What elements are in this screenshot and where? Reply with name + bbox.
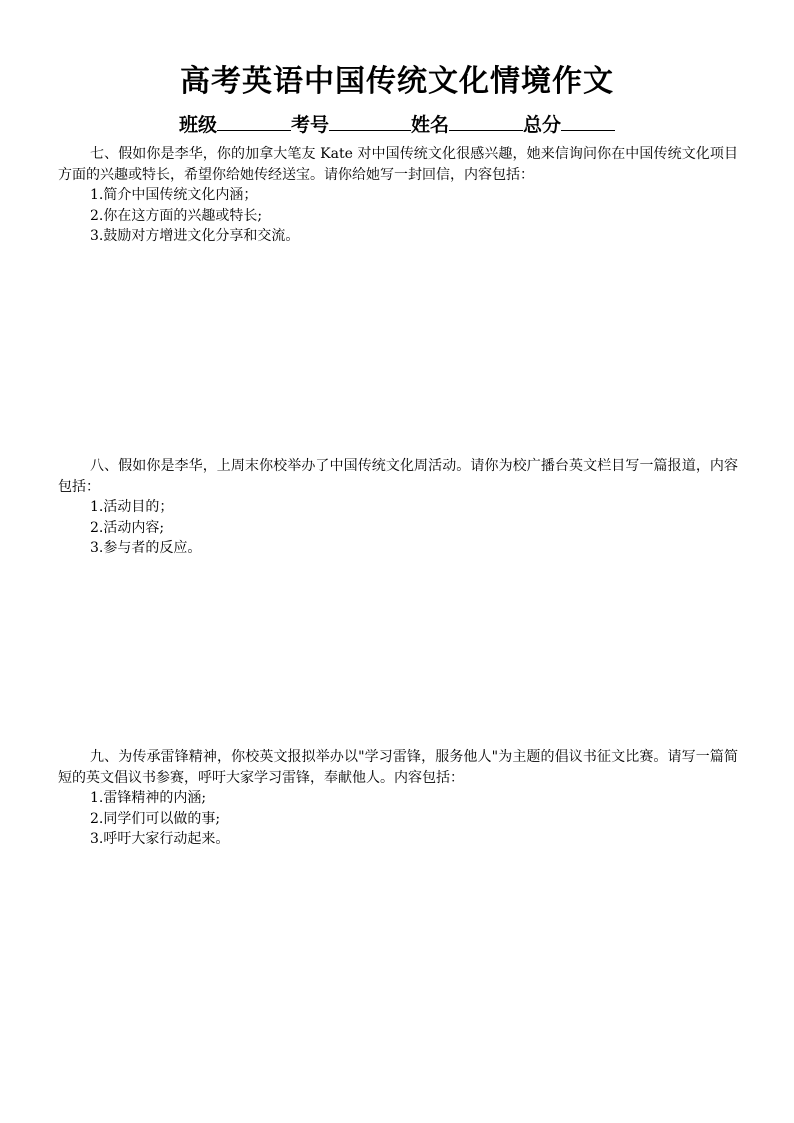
question-7 xyxy=(58,144,738,247)
name-label: 姓名 xyxy=(411,114,450,136)
name-blank[interactable] xyxy=(449,110,523,131)
page-title: 高考英语中国传统文化情境作文 xyxy=(180,64,614,99)
question-9-prompt: 九、为传承雷锋精神，你校英文报拟举办以"学习雷锋，服务他人"为主题的倡议书征文比赛。请写一篇简短的英文倡议书参赛，呼吁大家学习雷锋，奉献他人。内容包括： xyxy=(58,749,738,786)
question-8-item-3: 3.参与者的反应。 xyxy=(90,540,202,556)
score-label: 总分 xyxy=(523,114,562,136)
question-8 xyxy=(58,456,738,559)
exam-no-label: 考号 xyxy=(290,114,329,136)
question-7-item-3: 3.鼓励对方增进文化分享和交流。 xyxy=(90,228,300,244)
question-9 xyxy=(58,747,738,850)
class-label: 班级 xyxy=(178,114,217,136)
class-blank[interactable] xyxy=(217,110,291,131)
question-7-prompt: 七、假如你是李华，你的加拿大笔友 Kate 对中国传统文化很感兴趣，她来信询问你在中国传统文化项目方面的兴趣或特长，希望你给她传经送宝。请你给她写一封回信，内容包括： xyxy=(58,146,738,183)
question-9-item-2: 2.同学们可以做的事; xyxy=(90,810,221,827)
exam-no-blank[interactable] xyxy=(329,110,411,131)
question-7-item-2: 2.你在这方面的兴趣或特长; xyxy=(90,207,263,224)
question-8-item-2: 2.活动内容; xyxy=(90,519,165,536)
student-info-line xyxy=(0,110,794,139)
score-blank[interactable] xyxy=(561,110,615,131)
question-7-item-1: 1.简介中国传统文化内涵； xyxy=(90,187,258,203)
question-8-prompt: 八、假如你是李华，上周末你校举办了中国传统文化周活动。请你为校广播台英文栏目写一篇报道，内容包括： xyxy=(58,458,738,495)
question-9-item-3: 3.呼吁大家行动起来。 xyxy=(90,831,230,847)
question-8-item-1: 1.活动目的； xyxy=(90,499,174,515)
question-9-item-1: 1.雷锋精神的内涵; xyxy=(90,790,207,806)
